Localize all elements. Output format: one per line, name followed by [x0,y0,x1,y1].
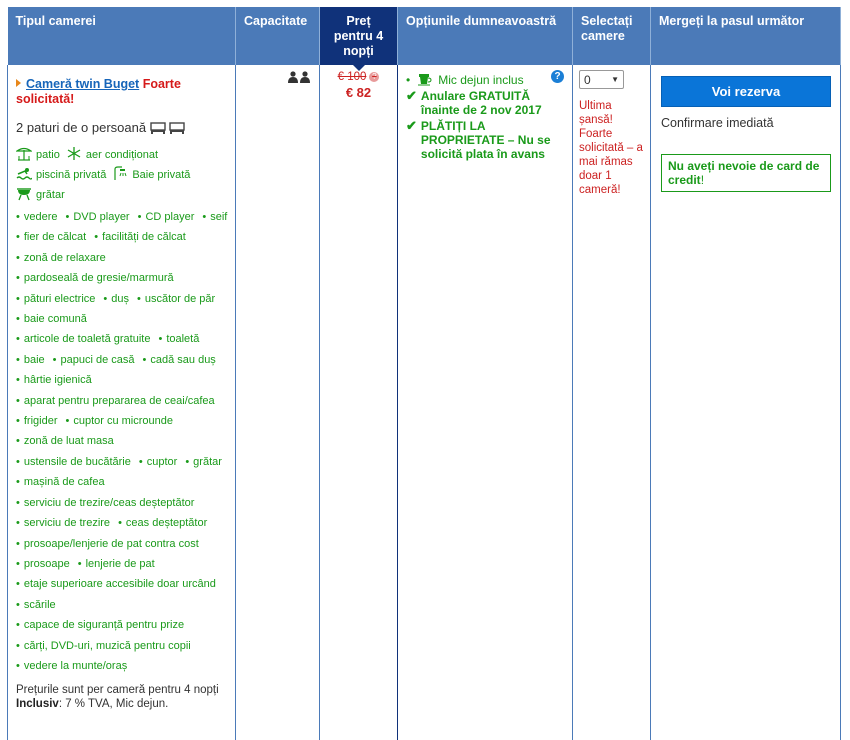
amenity-row [16,656,235,676]
amenity-row [16,268,235,288]
amenity-item: • ceas deșteptător [118,517,207,529]
header-price[interactable] [320,7,398,65]
amenity-row [16,370,235,390]
reserve-button[interactable]: Voi rezerva [661,76,831,107]
amenity-row [16,574,235,594]
select-cell [573,65,651,740]
header-select: Selectați camere [573,7,651,65]
facility-private-bath: Baie privată [132,169,191,181]
price-cell [320,65,398,740]
next-step-cell [651,65,841,740]
room-count-select[interactable] [579,70,624,89]
shower-icon [112,166,128,181]
amenity-item: • duș [103,293,129,305]
amenity-item: • lenjerie de pat [78,558,155,570]
bed-info [16,120,235,135]
header-room-type[interactable]: Tipul camerei [8,7,236,65]
included-value: : 7 % TVA, Mic dejun. [58,698,169,711]
amenity-item: • papuci de casă [53,354,135,366]
amenity-item: • vedere la munte/oraș [16,660,127,672]
amenity-row [16,472,235,492]
room-count-value: 0 [584,72,591,87]
availability-warning: Ultima șansă! Foarte solicitată – a mai rămas doar 1 cameră! [579,100,643,196]
amenity-item: • zonă de relaxare [16,252,106,264]
amenity-item: • aparat pentru prepararea de ceai/cafea [16,395,215,407]
amenity-item: • mașină de cafea [16,476,105,488]
help-icon[interactable]: ? [551,70,564,83]
room-name-link[interactable]: Cameră twin Buget [26,77,140,91]
amenity-item: • cuptor cu microunde [65,415,173,427]
breakfast-option [406,73,564,87]
amenity-row [16,227,235,247]
amenity-row [16,431,235,451]
new-price: € 82 [345,85,372,100]
free-cancel-option [406,89,564,117]
amenity-item: • hârtie igienică [16,374,92,386]
room-table [7,7,841,740]
facility-list [16,145,235,205]
capacity-cell [236,65,320,740]
amenity-row [16,636,235,656]
room-type-cell [8,65,236,740]
breakfast-text: Mic dejun inclus [438,73,524,87]
amenity-item: • uscător de păr [137,293,215,305]
header-options: Opțiunile dumneavoastră [398,7,573,65]
single-beds-icon [150,122,185,134]
amenity-item: • articole de toaletă gratuite [16,333,150,345]
amenity-item: • ustensile de bucătărie [16,456,131,468]
amenity-row [16,493,235,513]
amenity-item: • pături electrice [16,293,95,305]
pool-icon [16,166,32,181]
demand-label: Foarte solicitată! [16,77,181,106]
coffee-cup-icon [418,73,432,86]
bullet-icon: • [406,73,411,87]
amenity-item: • fier de călcat [16,231,86,243]
amenity-row [16,534,235,554]
header-capacity[interactable]: Capacitate [236,7,320,65]
amenity-list [16,207,235,676]
amenity-row [16,329,235,349]
no-credit-card-text: Nu aveți nevoie de card de credit [668,159,820,187]
amenity-row [16,411,235,431]
facility-grill: grătar [36,189,65,201]
amenity-item: • seif [202,211,227,223]
amenity-item: • frigider [16,415,57,427]
sort-caret-icon [353,65,365,71]
amenity-item: • serviciu de trezire [16,517,110,529]
facility-private-pool: piscină privată [36,169,107,181]
amenity-item: • baie comună [16,313,87,325]
old-price-value: € 100 [337,71,367,83]
options-cell [398,65,573,740]
pay-at-property-option [406,119,564,161]
price-info-icon[interactable]: ? [369,72,379,82]
amenity-row [16,595,235,615]
dropdown-arrow-icon: ▼ [611,75,619,84]
instant-confirmation: Confirmare imediată [661,116,774,130]
header-price-label: Preț pentru 4 nopți [333,14,384,58]
check-icon: ✔ [406,88,417,103]
amenity-row [16,309,235,329]
no-credit-card-suffix: ! [700,173,705,187]
room-title [16,77,235,107]
included-label: Inclusiv [16,698,59,711]
amenity-item: • vedere [16,211,58,223]
free-cancel-text: Anulare GRATUITĂ înainte de 2 nov 2017 [420,89,542,117]
check-icon: ✔ [406,118,417,133]
amenity-row [16,350,235,370]
no-credit-card-badge [661,154,831,192]
snowflake-icon [66,146,82,161]
amenity-row [16,207,235,227]
facility-patio: patio [36,149,60,161]
facility-air-conditioning: aer condiționat [85,149,159,161]
two-persons-icon [287,71,311,83]
patio-icon [16,146,32,161]
amenity-row [16,554,235,574]
amenity-item: • facilități de călcat [94,231,186,243]
header-next: Mergeți la pasul următor [651,7,841,65]
amenity-item: • grătar [185,456,222,468]
amenity-item: • scările [16,599,56,611]
price-note [16,683,235,711]
amenity-item: • baie [16,354,45,366]
amenity-row [16,289,235,309]
amenity-item: • prosoape [16,558,70,570]
grill-icon [16,186,32,201]
amenity-item: • DVD player [66,211,130,223]
amenity-row [16,513,235,533]
amenity-row [16,391,235,411]
amenity-item: • prosoape/lenjerie de pat contra cost [16,538,199,550]
amenity-row [16,452,235,472]
amenity-item: • cuptor [139,456,177,468]
amenity-row [16,248,235,268]
amenity-item: • etaje superioare accesibile doar urcând [16,578,216,590]
old-price [320,71,397,83]
bed-label: 2 paturi de o persoană [16,120,147,135]
pay-at-property-text: PLĂTIȚI LA PROPRIETATE – Nu se solicită plata în avans [420,119,551,161]
amenity-item: • zonă de luat masa [16,435,114,447]
amenity-item: • CD player [138,211,195,223]
amenity-item: • toaletă [158,333,199,345]
amenity-item: • cărți, DVD-uri, muzică pentru copii [16,640,191,652]
amenity-row [16,615,235,635]
amenity-item: • pardoseală de gresie/marmură [16,272,174,284]
price-note-text: Prețurile sunt per cameră pentru 4 nopți [16,684,219,697]
amenity-item: • cadă sau duș [143,354,216,366]
amenity-item: • capace de siguranță pentru prize [16,619,184,631]
amenity-item: • serviciu de trezire/ceas deșteptător [16,497,194,509]
arrow-right-icon [16,79,21,87]
